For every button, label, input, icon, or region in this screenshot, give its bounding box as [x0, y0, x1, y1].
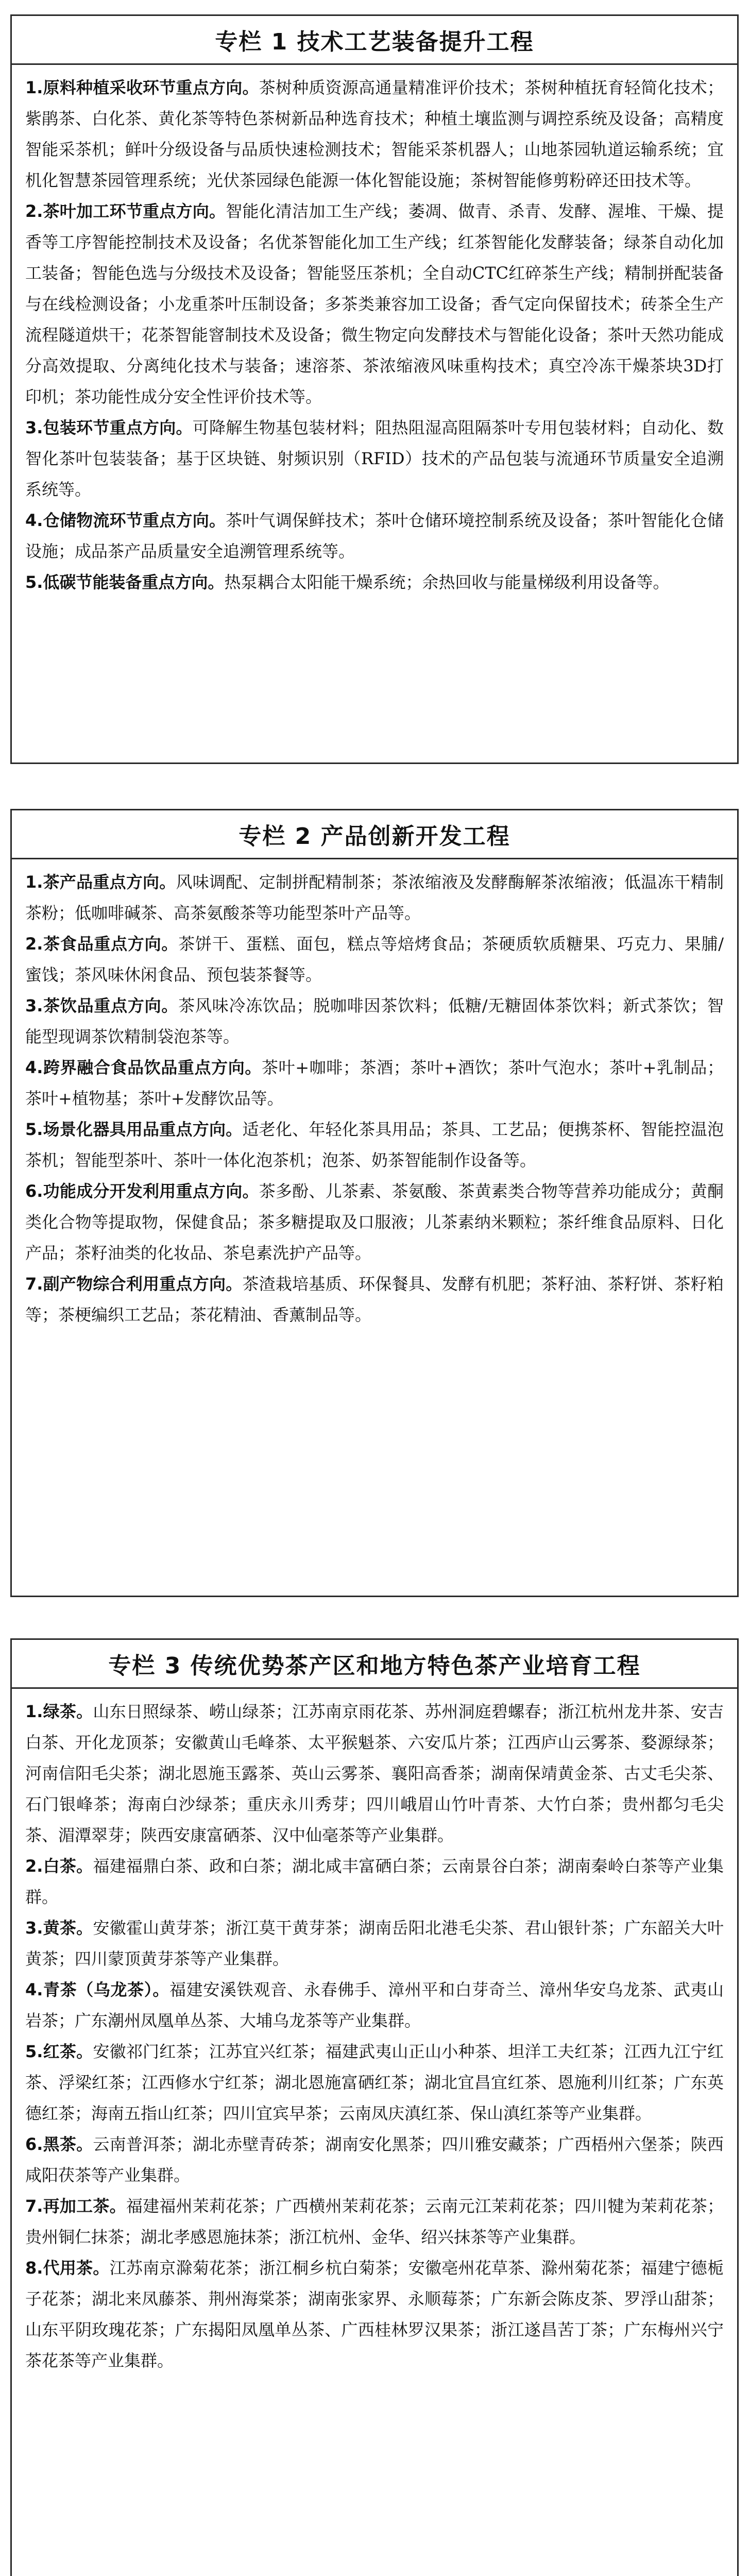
item-head: 2.白茶。 [25, 1856, 93, 1876]
item-text: 茶饼干、蛋糕、面包，糕点等焙烤食品；茶硬质软质糖果、巧克力、果脯/蜜饯；茶风味休闲食品、预包装茶餐等。 [25, 934, 724, 985]
item-text: 茶树种质资源高通量精准评价技术；茶树种植抚育轻简化技术；紫鹃茶、白化茶、黄化茶等特色茶树新品种选育技术；种植土壤监测与调控系统及设备；高精度智能采茶机；鲜叶分级设备与品质快速检测技术；智能采茶机器人；山地茶园轨道运输系统；宜机化智慧茶园管理系统；光伏茶园绿色能源一体化智能设施；茶树智能修剪粉碎还田技术等。 [25, 78, 724, 190]
item [25, 1912, 724, 1974]
item-text: 适老化、年轻化茶具用品；茶具、工艺品；便携茶杯、智能控温泡茶机；智能型茶叶、茶叶一体化泡茶机；泡茶、奶茶智能制作设备等。 [25, 1120, 724, 1170]
item [25, 1268, 724, 1330]
item-text: 可降解生物基包装材料；阻热阻湿高阻隔茶叶专用包装材料；自动化、数智化茶叶包装装备；基于区块链、射频识别（RFID）技术的产品包装与流通环节质量安全追溯系统等。 [25, 418, 724, 499]
section-title: 专栏 1 技术工艺装备提升工程 [12, 16, 737, 65]
item [25, 1974, 724, 2036]
section-body [12, 859, 737, 1335]
item-head: 4.仓储物流环节重点方向。 [25, 511, 226, 530]
item-text: 茶渣栽培基质、环保餐具、发酵有机肥；茶籽油、茶籽饼、茶籽粕等；茶梗编织工艺品；茶花精油、香薰制品等。 [25, 1274, 724, 1325]
item [25, 2191, 724, 2252]
item-head: 6.黑茶。 [25, 2134, 93, 2154]
item-head: 3.茶饮品重点方向。 [25, 996, 179, 1015]
item-head: 2.茶叶加工环节重点方向。 [25, 201, 226, 221]
item-head: 7.再加工茶。 [25, 2196, 126, 2216]
section-body [12, 1689, 737, 2381]
item [25, 928, 724, 990]
item [25, 867, 724, 928]
item-text: 智能化清洁加工生产线；萎凋、做青、杀青、发酵、渥堆、干燥、提香等工序智能控制技术及设备；名优茶智能化加工生产线；红茶智能化发酵装备；绿茶自动化加工装备；智能色选与分级技术及设备；智能竖压茶机；全自动CTC红碎茶生产线；精制拼配装备与在线检测设备；小龙重茶叶压制设备；多茶类兼容加工设备；香气定向保留技术；砖茶全生产流程隧道烘干；花茶智能窨制技术及设备；微生物定向发酵技术与智能化设备；茶叶天然功能成分高效提取、分离纯化技术与装备；速溶茶、茶浓缩液风味重构技术；真空冷冻干燥茶块3D打印机；茶功能性成分安全性评价技术等。 [25, 201, 724, 406]
item-text: 江苏南京滁菊花茶；浙江桐乡杭白菊茶；安徽亳州花草茶、滁州菊花茶；福建宁德栀子花茶；湖北来凤藤茶、荆州海棠茶；湖南张家界、永顺莓茶；广东新会陈皮茶、罗浮山甜茶；山东平阴玫瑰花茶；广东揭阳凤凰单丛茶、广西桂林罗汉果茶；浙江遂昌苦丁茶；广东梅州兴宁茶花茶等产业集群。 [25, 2258, 724, 2370]
item-text: 安徽祁门红茶；江苏宜兴红茶；福建武夷山正山小种茶、坦洋工夫红茶；江西九江宁红茶、浮梁红茶；江西修水宁红茶；湖北恩施富硒红茶；湖北宜昌宜红茶、恩施利川红茶；广东英德红茶；海南五指山红茶；四川宜宾早茶；云南凤庆滇红茶、保山滇红茶等产业集群。 [25, 2042, 724, 2123]
item-head: 4.跨界融合食品饮品重点方向。 [25, 1058, 262, 1077]
section-2 [10, 809, 739, 1597]
item [25, 2129, 724, 2191]
item-head: 6.功能成分开发利用重点方向。 [25, 1181, 259, 1201]
item [25, 412, 724, 505]
item [25, 990, 724, 1052]
item-text: 云南普洱茶；湖北赤壁青砖茶；湖南安化黑茶；四川雅安藏茶；广西梧州六堡茶；陕西咸阳茯茶等产业集群。 [25, 2134, 724, 2185]
item-head: 3.黄茶。 [25, 1918, 93, 1938]
item-head: 1.原料种植采收环节重点方向。 [25, 78, 259, 97]
item-head: 5.红茶。 [25, 2042, 93, 2061]
item-text: 茶风味冷冻饮品；脱咖啡因茶饮料；低糖/无糖固体茶饮料；新式茶饮；智能型现调茶饮精制袋泡茶等。 [25, 996, 724, 1046]
item [25, 1052, 724, 1114]
item-head: 7.副产物综合利用重点方向。 [25, 1274, 243, 1294]
item-head: 5.低碳节能装备重点方向。 [25, 572, 225, 592]
item [25, 2252, 724, 2376]
item-head: 4.青茶（乌龙茶）。 [25, 1980, 170, 1999]
item [25, 72, 724, 196]
item [25, 1114, 724, 1176]
item [25, 1696, 724, 1851]
item-text: 福建安溪铁观音、永春佛手、漳州平和白芽奇兰、漳州华安乌龙茶、武夷山岩茶；广东潮州凤凰单丛茶、大埔乌龙茶等产业集群。 [25, 1980, 724, 2030]
item [25, 567, 724, 598]
section-1 [10, 14, 739, 764]
item-head: 8.代用茶。 [25, 2258, 110, 2278]
item-text: 茶叶气调保鲜技术；茶叶仓储环境控制系统及设备；茶叶智能化仓储设施；成品茶产品质量安全追溯管理系统等。 [25, 511, 724, 561]
item-text: 茶多酚、儿茶素、茶氨酸、茶黄素类合物等营养功能成分；黄酮类化合物等提取物，保健食品；茶多糖提取及口服液；儿茶素纳米颗粒；茶纤维食品原料、日化产品；茶籽油类的化妆品、茶皂素洗护产品等。 [25, 1181, 724, 1263]
item-head: 2.茶食品重点方向。 [25, 934, 179, 954]
item-head: 5.场景化器具用品重点方向。 [25, 1120, 243, 1139]
item [25, 505, 724, 567]
section-title: 专栏 3 传统优势茶产区和地方特色茶产业培育工程 [12, 1640, 737, 1689]
item-text: 茶叶+咖啡；茶酒；茶叶+酒饮；茶叶气泡水；茶叶+乳制品；茶叶+植物基；茶叶+发酵饮品等。 [25, 1058, 724, 1108]
item-text: 福建福州茉莉花茶；广西横州茉莉花茶；云南元江茉莉花茶；四川犍为茉莉花茶；贵州铜仁抹茶；湖北孝感恩施抹茶；浙江杭州、金华、绍兴抹茶等产业集群。 [25, 2196, 724, 2247]
item-text: 风味调配、定制拼配精制茶；茶浓缩液及发酵酶解茶浓缩液；低温冻干精制茶粉；低咖啡碱茶、高茶氨酸茶等功能型茶叶产品等。 [25, 872, 724, 923]
item-head: 1.茶产品重点方向。 [25, 872, 176, 892]
item [25, 1176, 724, 1268]
item [25, 2036, 724, 2129]
item-text: 安徽霍山黄芽茶；浙江莫干黄芽茶；湖南岳阳北港毛尖茶、君山银针茶；广东韶关大叶黄茶；四川蒙顶黄芽茶等产业集群。 [25, 1918, 724, 1969]
item-text: 山东日照绿茶、崂山绿茶；江苏南京雨花茶、苏州洞庭碧螺春；浙江杭州龙井茶、安吉白茶、开化龙顶茶；安徽黄山毛峰茶、太平猴魁茶、六安瓜片茶；江西庐山云雾茶、婺源绿茶；河南信阳毛尖茶；湖北恩施玉露茶、英山云雾茶、襄阳高香茶；湖南保靖黄金茶、古丈毛尖茶、石门银峰茶；海南白沙绿茶；重庆永川秀芽；四川峨眉山竹叶青茶、大竹白茶；贵州都匀毛尖茶、湄潭翠芽；陕西安康富硒茶、汉中仙毫茶等产业集群。 [25, 1702, 724, 1845]
item [25, 196, 724, 412]
item [25, 1851, 724, 1912]
item-text: 热泵耦合太阳能干燥系统；余热回收与能量梯级利用设备等。 [224, 572, 670, 592]
section-3 [10, 1638, 739, 2576]
item-text: 福建福鼎白茶、政和白茶；湖北咸丰富硒白茶；云南景谷白茶；湖南秦岭白茶等产业集群。 [25, 1856, 724, 1907]
item-head: 3.包装环节重点方向。 [25, 418, 193, 437]
section-body [12, 65, 737, 603]
section-title: 专栏 2 产品创新开发工程 [12, 810, 737, 859]
item-head: 1.绿茶。 [25, 1702, 93, 1721]
